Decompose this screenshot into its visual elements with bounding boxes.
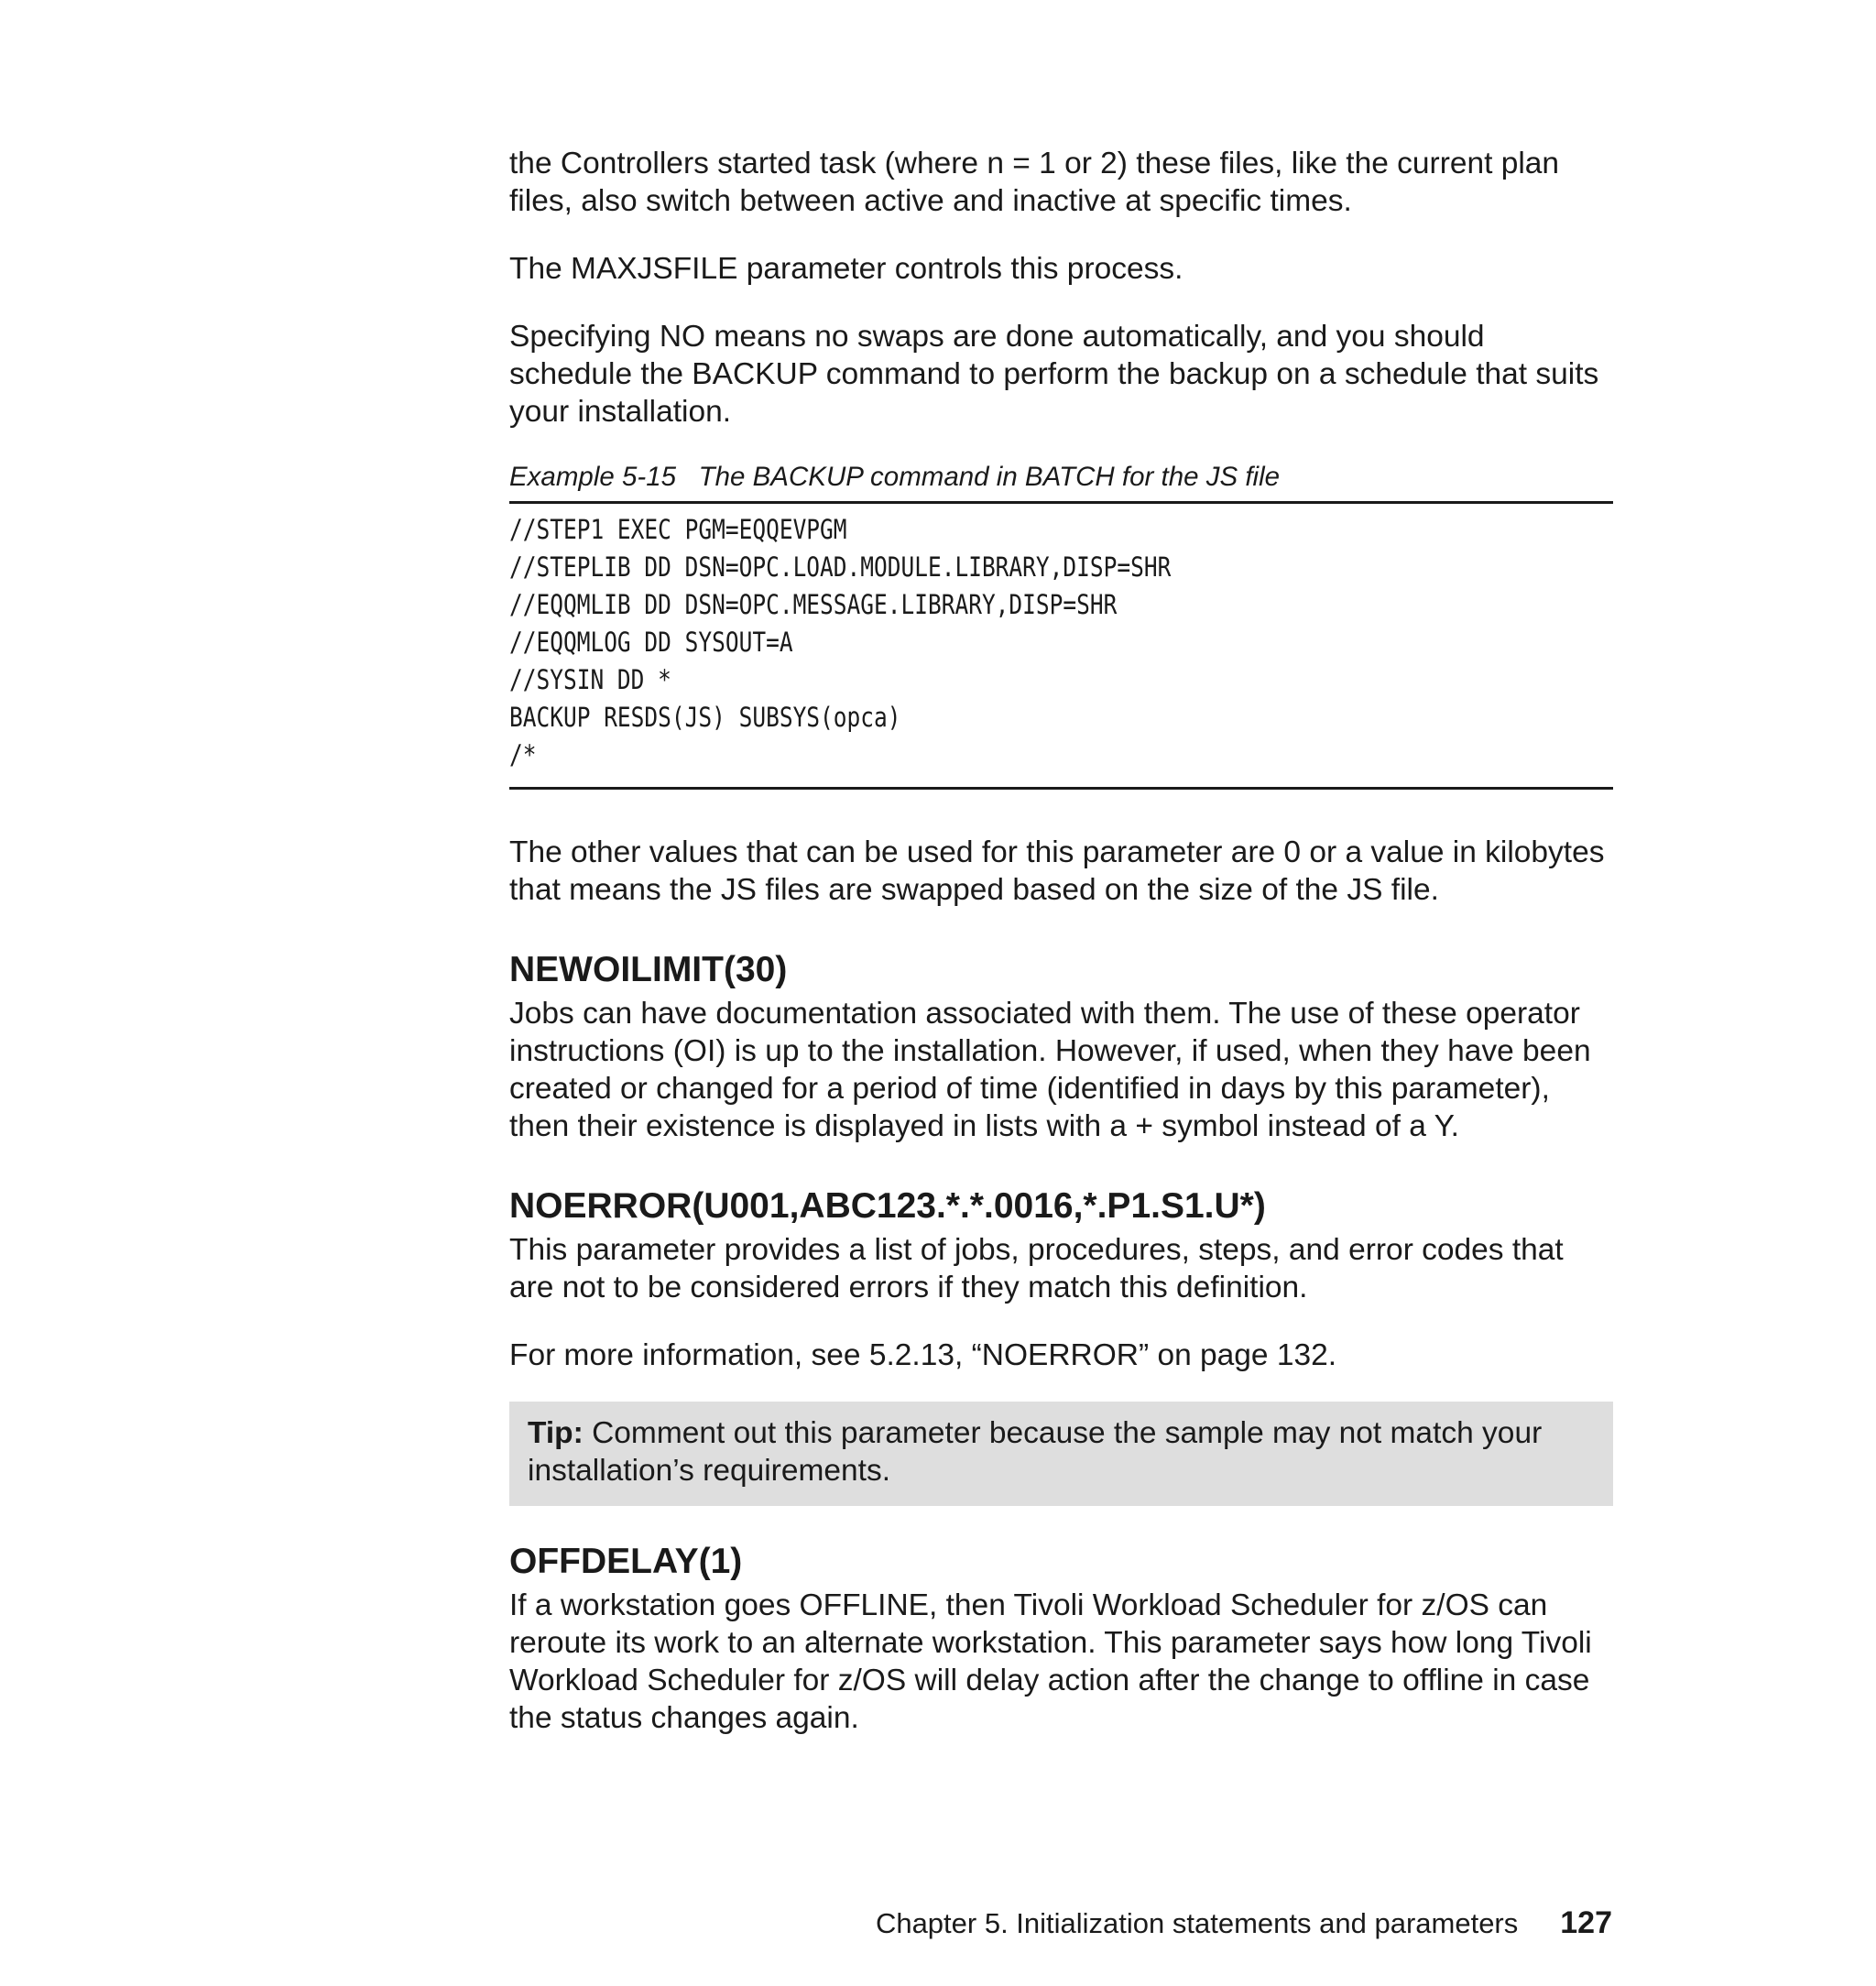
code-line: //STEP1 EXEC PGM=EQQEVPGM	[509, 514, 847, 545]
tip-text	[528, 1414, 1595, 1490]
tip-box	[509, 1402, 1613, 1506]
code-line: //EQQMLIB DD DSN=OPC.MESSAGE.LIBRARY,DISP=SHR	[509, 589, 1118, 620]
page-number: 127	[1560, 1905, 1612, 1940]
page-content	[509, 145, 1613, 1767]
paragraph-noerror: This parameter provides a list of jobs, procedures, steps, and error codes that are not to be considered errors if they match this definition.	[509, 1233, 1564, 1304]
tip-body: Comment out this parameter because the sample may not match your installation’s requirements.	[528, 1416, 1543, 1488]
paragraph-current-plan-files: the Controllers started task (where n = 1 or 2) these files, like the current plan files, also switch between active and inactive at specific times.	[509, 147, 1560, 218]
page-footer	[876, 1905, 1612, 1941]
code-line: //STEPLIB DD DSN=OPC.LOAD.MODULE.LIBRARY,DISP=SHR	[509, 551, 1172, 583]
paragraph-other-values: The other values that can be used for this parameter are 0 or a value in kilobytes that means the JS files are swapped based on the size of the JS file.	[509, 835, 1605, 907]
example-caption: Example 5-15 The BACKUP command in BATCH for the JS file	[509, 462, 1281, 492]
paragraph-maxjsfile: The MAXJSFILE parameter controls this process.	[509, 252, 1183, 286]
footer-chapter-title: Chapter 5. Initialization statements and parameters	[875, 1907, 1519, 1939]
paragraph-offdelay: If a workstation goes OFFLINE, then Tivoli Workload Scheduler for z/OS can reroute its work to an alternate workstation. This parameter says how long Tivoli Workload Scheduler for z/OS will delay action after the change to offline in case the status changes again.	[509, 1588, 1592, 1735]
heading-noerror: NOERROR(U001,ABC123.*.*.0016,*.P1.S1.U*)	[509, 1186, 1266, 1226]
paragraph-newoilimit: Jobs can have documentation associated with them. The use of these operator instructions (OI) is up to the installation. However, if used, when they have been created or changed for a period of time (identified in days by this parameter), then their existence is displayed in lists with a + symbol instead of a Y.	[509, 997, 1591, 1143]
paragraph-more-info: For more information, see 5.2.13, “NOERROR” on page 132.	[509, 1338, 1337, 1372]
heading-offdelay: OFFDELAY(1)	[509, 1542, 743, 1581]
tip-label: Tip:	[528, 1416, 584, 1450]
code-example	[509, 501, 1613, 790]
paragraph-specifying-no: Specifying NO means no swaps are done automatically, and you should schedule the BACKUP command to perform the backup on a schedule that suits your installation.	[509, 320, 1599, 429]
code-line: //EQQMLOG DD SYSOUT=A	[509, 627, 793, 658]
code-line: BACKUP RESDS(JS) SUBSYS(opca)	[509, 702, 901, 733]
heading-newoilimit: NEWOILIMIT(30)	[509, 950, 788, 989]
code-line: /*	[509, 739, 537, 770]
code-line: //SYSIN DD *	[509, 664, 671, 695]
